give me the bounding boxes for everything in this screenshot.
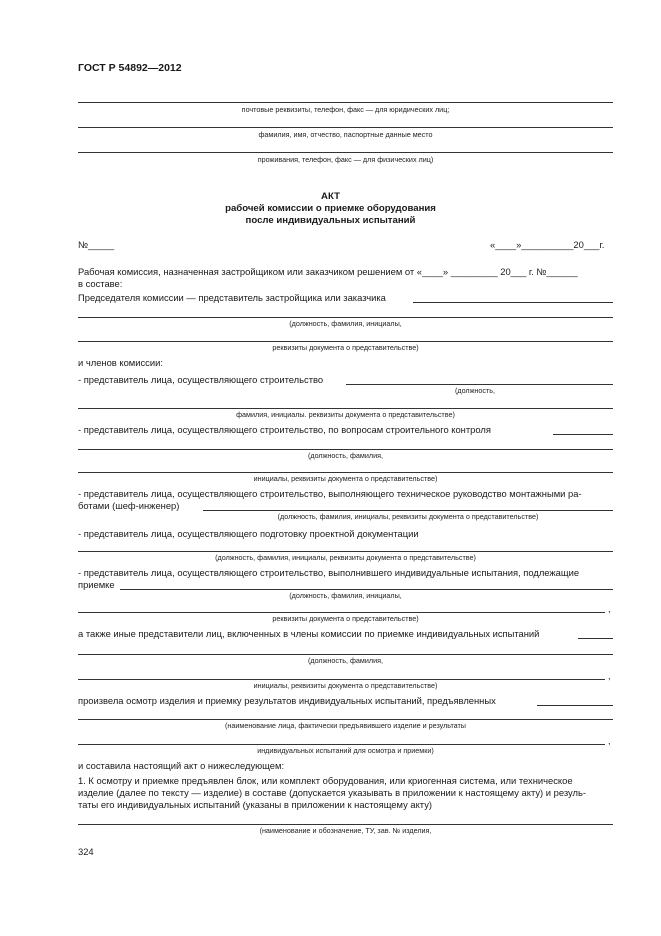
caption: фамилия, инициалы. реквизиты документа о представительстве) [236, 410, 455, 419]
caption: (наименование лица, фактически предъявившего изделие и результаты [225, 721, 466, 730]
comma: , [608, 735, 611, 746]
caption: инициалы, реквизиты документа о представительстве) [253, 474, 438, 483]
body-text: произвела осмотр изделия и приемку результатов индивидуальных испытаний, предъявленных [78, 695, 496, 706]
blank-line [553, 434, 613, 435]
act-date: «____»__________20___г. [490, 239, 605, 250]
caption: индивидуальных испытаний для осмотра и приемки) [257, 746, 434, 755]
blank-line [78, 654, 613, 655]
blank-line [78, 551, 613, 552]
blank-line [78, 824, 613, 825]
caption: фамилия, имя, отчество, паспортные данные место [258, 130, 433, 139]
blank-line [78, 341, 613, 342]
body-text: - представитель лица, осуществляющего строительство, выполнившего индивидуальные испытания, подлежащие [78, 567, 580, 578]
caption: (должность, [455, 386, 496, 395]
caption: (должность, фамилия, инициалы, реквизиты документа о представительстве) [215, 553, 476, 562]
blank-line [78, 719, 613, 720]
act-subtitle: после индивидуальных испытаний [245, 215, 416, 226]
caption: (должность, фамилия, инициалы, [289, 319, 402, 328]
caption: реквизиты документа о представительстве) [272, 343, 419, 352]
blank-line [78, 127, 613, 128]
comma: , [608, 670, 611, 681]
caption: (должность, фамилия, инициалы, [289, 591, 402, 600]
body-text: и членов комиссии: [78, 357, 163, 368]
body-text: а также иные представители лиц, включенных в члены комиссии по приемке индивидуальных испытаний [78, 628, 540, 639]
caption: реквизиты документа о представительстве) [272, 614, 419, 623]
blank-line [78, 449, 613, 450]
caption: проживания, телефон, факс — для физических лиц) [257, 155, 434, 164]
blank-line [346, 384, 613, 385]
act-number: №_____ [78, 239, 115, 250]
caption: почтовые реквизиты, телефон, факс — для юридических лиц; [241, 105, 450, 114]
blank-line [78, 744, 605, 745]
caption: (наименование и обозначение, ТУ, зав. № изделия, [259, 826, 432, 835]
caption: (должность, фамилия, инициалы, реквизиты документа о представительстве) [277, 512, 539, 521]
body-text: и составила настоящий акт о нижеследующем: [78, 760, 285, 771]
body-text: изделие (далее по тексту — изделие) в составе (допускается указывать в приложении к настоящему акту) и резуль- [78, 787, 586, 798]
caption: инициалы, реквизиты документа о представительстве) [253, 681, 438, 690]
caption: (должность, фамилия, [308, 656, 383, 665]
comma: , [608, 603, 611, 614]
blank-line [78, 152, 613, 153]
blank-line [78, 102, 613, 103]
blank-line [537, 705, 613, 706]
blank-line [413, 302, 613, 303]
caption: (должность, фамилия, [308, 451, 383, 460]
page-number: 324 [78, 846, 94, 857]
body-text: в составе: [78, 278, 123, 289]
blank-line [78, 408, 613, 409]
blank-line [78, 679, 605, 680]
act-title: АКТ [321, 191, 340, 202]
blank-line [203, 510, 613, 511]
body-text: 1. К осмотру и приемке предъявлен блок, или комплект оборудования, или криогенная система, или техническое [78, 775, 573, 786]
blank-line [78, 317, 613, 318]
body-text: - представитель лица, осуществляющего строительство, выполняющего техническое руководство монтажными ра- [78, 488, 582, 499]
body-text: таты его индивидуальных испытаний (указаны в приложении к настоящему акту) [78, 799, 432, 810]
body-text: - представитель лица, осуществляющего строительство [78, 374, 324, 385]
standard-header: ГОСТ Р 54892—2012 [78, 62, 182, 74]
body-text: Председателя комиссии — представитель застройщика или заказчика [78, 292, 386, 303]
blank-line [578, 638, 613, 639]
body-text: - представитель лица, осуществляющего строительство, по вопросам строительного контроля [78, 424, 491, 435]
body-text: - представитель лица, осуществляющего подготовку проектной документации [78, 528, 419, 539]
blank-line [78, 472, 613, 473]
body-text: ботами (шеф-инженер) [78, 500, 180, 511]
body-text: приемке [78, 579, 115, 590]
blank-line [120, 589, 613, 590]
act-subtitle: рабочей комиссии о приемке оборудования [225, 203, 436, 214]
blank-line [78, 612, 605, 613]
body-text: Рабочая комиссия, назначенная застройщиком или заказчиком решением от «____» _________ 20___ г. №______ [78, 266, 578, 277]
